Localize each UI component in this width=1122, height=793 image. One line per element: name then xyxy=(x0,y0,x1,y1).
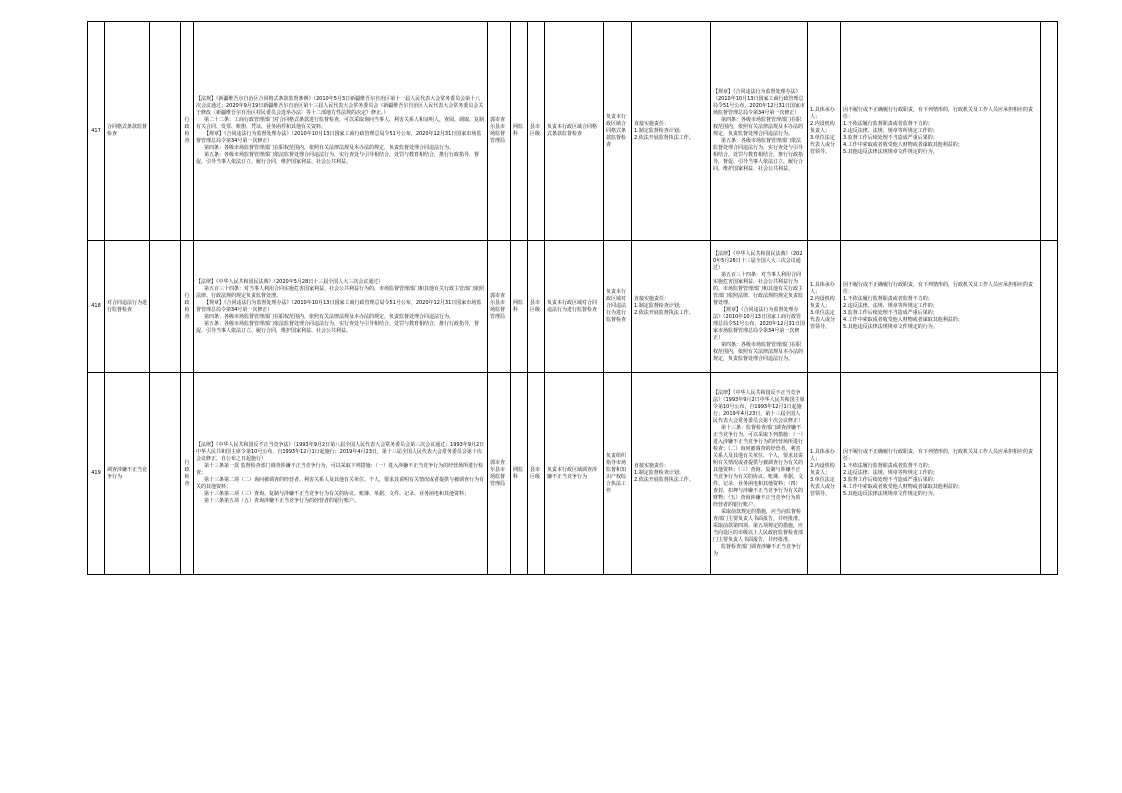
item-name: 调查涉嫌不正当竞争行为 xyxy=(105,373,150,575)
accountability-line: 5.其他违反法律法规规章文件规定的行为。 xyxy=(843,324,938,330)
department: 网监科 xyxy=(511,241,528,373)
duty-line: 直接实施责任： xyxy=(634,463,670,469)
persons-line: 3.单位法定代表人或分管领导。 xyxy=(810,134,836,155)
accountability-line: 因不履行或不正确履行行政职责，有下列情形的，行政机关及工作人员应承担相应的责任： xyxy=(843,449,1034,462)
basis-line: 第四条：各级市场监督管理部门在职权范围内，依照有关法律法规及本办法的规定，负责监督处理合同违法行为。 xyxy=(204,313,455,320)
duty-line: 1.制定监督检查计划； xyxy=(634,127,684,134)
duty-items xyxy=(632,22,711,241)
power-list-table xyxy=(87,21,1058,575)
accountability-line: 5.其他违反法律法规规章文件规定的行为。 xyxy=(843,491,938,497)
item-number: 418 xyxy=(88,241,105,373)
legal-basis xyxy=(194,241,488,373)
accountability xyxy=(841,22,1041,241)
accountability-line: 4.工作中索取或者收受他人财物或者谋取其他利益的； xyxy=(843,141,963,148)
duty-items xyxy=(632,241,711,373)
department: 网监科 xyxy=(511,373,528,575)
accountability xyxy=(841,373,1041,575)
law_basis-line: 第五百三十四条：对当事人利用合同实施危害国家利益、社会公共利益行为的，市场监督管理部门和其他有关行政主管部门依照法律、行政法规的规定负责监督处理。 xyxy=(713,271,804,306)
duty-basis xyxy=(711,373,808,575)
power-type: 行政检查 xyxy=(181,241,194,373)
responsible-persons xyxy=(808,22,841,241)
basis-line: 【规章】《合同违法行为监督处理办法》（2010年10月13日国家工商行政管理总局令51号公布，2020年12月31日国家市场监督管理总局令第34号第一次修正） xyxy=(196,131,482,144)
law_basis-line: 第四条：各级市场监督管理部门在职权范围内，依照有关法律法规及本办法的规定，负责监督处理合同违法行为。 xyxy=(713,117,804,137)
department: 网监科 xyxy=(511,22,528,241)
duty-basis xyxy=(711,22,808,241)
law_basis-line: 监督检查部门调查涉嫌不正当竞争行为 xyxy=(713,543,802,557)
accountability-line: 2.违反法律、法规、规章等所规定工作的； xyxy=(843,303,938,309)
implementing-subject: 郭市查尔县市场监督管理局 xyxy=(488,241,511,373)
remark xyxy=(1041,241,1058,373)
duty-line: 2.依法开展监督执法工作。 xyxy=(634,310,694,316)
accountability-line: 1.不依法履行监督职责或者监督不力的； xyxy=(843,296,933,302)
duty-basis xyxy=(711,241,808,373)
accountability-line: 4.工作中索取或者收受他人财物或者谋取其他利益的； xyxy=(843,484,963,490)
level: 县市区级 xyxy=(528,241,545,373)
item-name: 对合同违法行为进行监督检查 xyxy=(105,241,150,373)
persons-line: 2.内设机构负责人； xyxy=(810,296,835,309)
responsible-persons xyxy=(808,241,841,373)
level: 县市区级 xyxy=(528,373,545,575)
implementing-subject: 郭市查尔县市场监督管理局 xyxy=(488,373,511,575)
basis-line: 【法律】《中华人民共和国民法典》（2020年5月28日十三届全国人大三次会议通过） xyxy=(196,278,384,285)
exercise-content: 负责本行政区域合同格式条款监督检查 xyxy=(545,22,604,241)
responsible-persons xyxy=(808,373,841,575)
sub-item xyxy=(150,22,181,241)
exercise-content: 负责本行政区域调查涉嫌不正当竞争行为 xyxy=(545,373,604,575)
implementing-subject: 郭市查尔县市场监督管理局 xyxy=(488,22,511,241)
accountability-line: 5.其他违反法律法规规章文件规定的行为。 xyxy=(843,148,938,155)
persons-line: 2.内设机构负责人； xyxy=(810,463,835,476)
persons-line: 2.内设机构负责人； xyxy=(810,120,835,134)
legal-basis xyxy=(194,373,488,575)
basis-line: 【法规】《新疆维吾尔自治区合同格式条款监督条例》（2010年5月3日新疆维吾尔自治区第十一届人民代表大会常务委员会第十八次会议通过；2020年9月19日新疆维吾尔自治区第十三届人民代表大会常务委员会《新疆维吾尔自治区人民代表大会常务委员会关于修改〈新疆维吾尔自治区村民委员会选举办法〉等十二部地方性法规的决定》修正。） xyxy=(196,96,484,116)
basis-line: 第五百三十四条：对当事人利用合同实施危害国家利益、社会公共利益行为的，市场监督管理部门和其他有关行政主管部门依照法律、行政法规的规定负责监督处理。 xyxy=(196,285,485,299)
law_basis-line: 采取前款规定的措施，应当向监督检查部门主要负责人书面报告，并经批准。采取前款第四项、第五项规定的措施，应当向设区的市级以上人民政府监督检查部门主要负责人书面报告，并经批准。 xyxy=(713,508,804,543)
duty-line: 1.制定监督检查计划； xyxy=(634,470,684,476)
law_basis-line: 【法律】《中华人民共和国民法典》（2020年5月28日十三届全国人大三次会议通过） xyxy=(713,250,803,271)
item-number: 417 xyxy=(88,22,105,241)
responsible-dept: 负责本行政区域对合同违法行为进行监督检查 xyxy=(604,241,632,373)
basis-line: 第五条：各级市场监督管理部门依法监督处理合同违法行为，实行查处与引导相结合，处罚与教育相结合，推行行政指导，督促、引导当事人依法订立、履行合同，维护国家利益、社会公共利益。 xyxy=(196,320,480,334)
persons-line: 1.具体承办人； xyxy=(810,282,835,295)
remark xyxy=(1041,373,1058,575)
responsible-dept: 负责本行政区域合同格式条款监督检查 xyxy=(604,22,632,241)
accountability xyxy=(841,241,1041,373)
duty-line: 2.依法开展监督执法工作。 xyxy=(634,134,694,141)
law_basis-line: 第十三条：监督检查部门调查涉嫌不正当竞争行为，可以采取下列措施：（一）进入涉嫌不正当竞争行为的经营场所进行检查；（二）询问被调查的经营者、利害关系人及其他有关单位、个人，要求其说明有关情况或者提供与被调查行为有关的其他资料；（三）查询、复制与涉嫌不正当竞争行为有关的协议、账簿、单据、文件、记录、业务函电和其他资料；（四）查封、扣押与涉嫌不正当竞争行为有关的财物；（五）查询涉嫌不正当竞争行为的经营者的银行账户。 xyxy=(713,424,804,508)
persons-line: 1.具体承办人； xyxy=(810,106,835,120)
sub-item xyxy=(150,241,181,373)
persons-line: 3.单位法定代表人或分管领导。 xyxy=(810,477,836,497)
exercise-content: 负责本行政区域对合同违法行为进行监督检查 xyxy=(545,241,604,373)
sub-item xyxy=(150,373,181,575)
duty-line: 2.依法开展监督执法工作。 xyxy=(634,477,694,483)
basis-line: 【法律】《中华人民共和国反不正当竞争法》（1993年9月2日第八届全国人民代表大会常务委员会第三次会议通过；1993年9月2日中华人民共和国主席令第10号公布，自1993年12月1日起施行；2019年4月23日，第十三届全国人民代表大会常务委员会第十次会议修正，自公布之日起施行） xyxy=(196,442,485,462)
table-row xyxy=(88,22,1058,241)
power-type: 行政检查 xyxy=(181,373,194,575)
law_basis-line: 第五条：各级市场监督管理部门依法监督处理合同违法行为，实行查处与引导相结合，处罚与教育相结合，推行行政指导，督促、引导当事人依法订立、履行合同，维护国家利益、社会公共利益。 xyxy=(713,138,804,172)
responsible-dept: 负责组织指导市场监督和知识产权综合执法工作 xyxy=(604,373,632,575)
accountability-line: 1.不依法履行监督职责或者监督不力的； xyxy=(843,463,933,469)
basis-line: 第四条：各级市场监督管理部门在职权范围内，依照有关法律法规及本办法的规定，负责监督处理合同违法行为。 xyxy=(204,145,455,151)
basis-line: 第二十二条：工商行政管理部门对合同格式条款进行监督检查，可以采取询问当事人、利害关系人和证明人，查阅、调取、复制有关合同、发票、账册、凭证、业务函件和其他有关资料。 xyxy=(196,117,485,130)
legal-basis xyxy=(194,22,488,241)
accountability-line: 1.不依法履行监督职责或者监督不力的； xyxy=(843,120,933,127)
accountability-line: 3.监督工作后续处理不当造成严重后果的； xyxy=(843,477,938,483)
persons-line: 1.具体承办人； xyxy=(810,449,835,462)
accountability-line: 2.违反法律、法规、规章等所规定工作的； xyxy=(843,127,938,134)
level: 县市区级 xyxy=(528,22,545,241)
item-name: 合同格式条款监督检查 xyxy=(105,22,150,241)
power-type: 行政检查 xyxy=(181,22,194,241)
basis-line: 第十三条第五项（五）查询涉嫌不正当竞争行为的经营者的银行账户。 xyxy=(204,498,360,504)
duty-items xyxy=(632,373,711,575)
basis-line: 第五条：各级市场监督管理部门依法监督处理合同违法行为，实行查处与引导相结合，处罚与教育相结合，推行行政指导，督促、引导当事人依法订立、履行合同，维护国家利益、社会公共利益。 xyxy=(196,152,480,165)
item-number: 419 xyxy=(88,373,105,575)
basis-line: 第十三条第三项（三）查询、复制与涉嫌不正当竞争行为有关的协议、账簿、单据、文件、记录、业务函电和其他资料； xyxy=(204,491,470,497)
accountability-line: 因不履行或不正确履行行政职责，有下列情形的，行政机关及工作人员应承担相应的责任： xyxy=(843,282,1034,295)
persons-line: 3.单位法定代表人或分管领导。 xyxy=(810,310,836,330)
law_basis-line: 【法律】《中华人民共和国反不正当竞争法》（1993年9月2日中华人民共和国主席令第10号公布，自1993年12月1日起施行；2019年4月23日，第十三届全国人民代表大会常务委员会第十次会议修正） xyxy=(713,389,805,424)
table-row xyxy=(88,241,1058,373)
remark xyxy=(1041,22,1058,241)
basis-line: 第十三条第一款 监督检查部门调查涉嫌不正当竞争行为，可以采取下列措施：（一）进入涉嫌不正当竞争行为的经营场所进行检查； xyxy=(196,463,484,476)
law_basis-line: 第四条：各级市场监督管理部门在职权范围内，依照有关法律法规及本办法的规定，负责监督处理合同违法行为。 xyxy=(713,341,804,362)
law_basis-line: 【规章】《合同违法行为监督处理办法》（2010年10月13日国家工商行政管理总局令51号公布，2020年12月31日国家市场监督管理总局令第34号第一次修正） xyxy=(713,306,805,341)
accountability-line: 3.监督工作后续处理不当造成严重后果的； xyxy=(843,134,938,141)
accountability-line: 因不履行或不正确履行行政职责，有下列情形的，行政机关及工作人员应承担相应的责任： xyxy=(843,106,1034,120)
accountability-line: 2.违反法律、法规、规章等所规定工作的； xyxy=(843,470,938,476)
duty-line: 1.制定监督检查计划； xyxy=(634,303,684,309)
accountability-line: 3.监督工作后续处理不当造成严重后果的； xyxy=(843,310,938,316)
accountability-line: 4.工作中索取或者收受他人财物或者谋取其他利益的； xyxy=(843,317,963,323)
table-row xyxy=(88,373,1058,575)
law_basis-line: 【规章】《合同违法行为监督处理办法》（2010年10月13日国家工商行政管理总局令51号公布，2020年12月31日国家市场监督管理总局令第34号第一次修正） xyxy=(713,89,805,116)
basis-line: 第十三条第二项（二）询问被调查的经营者、利害关系人及其他有关单位、个人，要求其说明有关情况或者提供与被调查行为有关的其他资料； xyxy=(196,477,485,490)
duty-line: 直接实施责任： xyxy=(634,296,670,302)
duty-line: 直接实施责任： xyxy=(634,120,670,127)
basis-line: 【规章】《合同违法行为监督处理办法》（2010年10月13日国家工商行政管理总局令51号公布，2020年12月31日国家市场监督管理总局令第34号第一次修正） xyxy=(196,299,482,313)
